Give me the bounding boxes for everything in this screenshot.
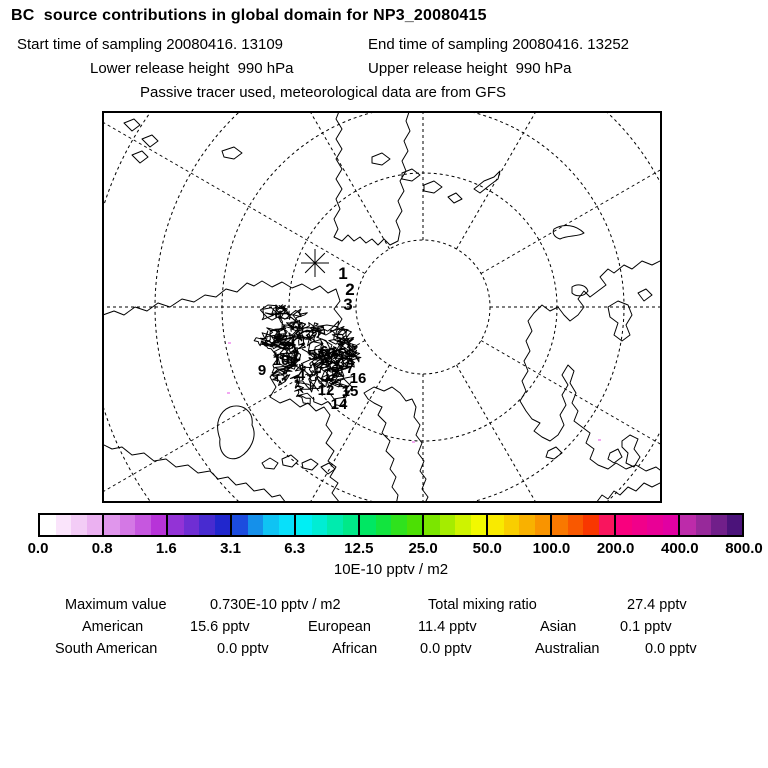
colorbar-tick-label: 12.5 — [344, 540, 374, 557]
colorbar-cell — [488, 515, 504, 535]
colorbar-tick-label: 400.0 — [661, 540, 699, 557]
colorbar-tick-label: 100.0 — [532, 540, 571, 557]
stat-value: 0.1 pptv — [620, 619, 672, 635]
trajectory-day-number: 10 — [272, 352, 290, 369]
coastline-denmark — [546, 447, 562, 459]
colorbar-cell — [727, 515, 743, 535]
colorbar-cell — [279, 515, 297, 535]
stat-value: 0.0 pptv — [217, 641, 269, 657]
colorbar-cell — [440, 515, 456, 535]
coastline-hudson-bay — [218, 406, 254, 459]
stat-value: American — [82, 619, 144, 635]
meridian-line — [481, 341, 662, 504]
colorbar-cell — [104, 515, 120, 535]
colorbar-cell — [663, 515, 681, 535]
colorbar-cell — [40, 515, 56, 535]
colorbar-tick-label: 0.0 — [27, 540, 49, 557]
colorbar — [38, 513, 744, 537]
start-time-label: Start time of sampling 20080416. 13109 — [17, 36, 284, 53]
coastline-british-isles — [608, 435, 640, 467]
colorbar-cell — [120, 515, 136, 535]
stat-value: 0.0 pptv — [645, 641, 697, 657]
trajectory-day-number: 5 — [307, 347, 317, 364]
colorbar-cell — [711, 515, 727, 535]
meridian-line — [193, 111, 390, 249]
meridian-line — [481, 111, 662, 274]
trajectory-day-number: 12 — [317, 382, 335, 399]
stat-value: Total mixing ratio — [428, 597, 537, 613]
colorbar-cell — [647, 515, 663, 535]
colorbar-cell — [296, 515, 312, 535]
trajectory-day-number: 1 — [338, 264, 348, 283]
stat-value: 11.4 pptv — [418, 619, 477, 635]
colorbar-cell — [424, 515, 440, 535]
colorbar-cell — [360, 515, 376, 535]
low-value-dot — [228, 342, 231, 344]
tracer-note-label: Passive tracer used, meteorological data are from GFS — [140, 84, 506, 101]
trajectory-day-number: 14 — [330, 396, 348, 413]
colorbar-cell — [535, 515, 553, 535]
colorbar-cell — [168, 515, 184, 535]
colorbar-cell — [263, 515, 279, 535]
trajectory-day-number: 4 — [296, 367, 306, 384]
latitude-circle — [356, 240, 490, 374]
stat-value: 0.730E-10 pptv / m2 — [210, 597, 341, 613]
meridian-line — [102, 111, 365, 274]
colorbar-cell — [407, 515, 425, 535]
coastline-arctic-ocean-islands — [372, 153, 500, 203]
graticule-grid — [102, 111, 662, 503]
stat-value: Maximum value — [65, 597, 167, 613]
colorbar-cell — [391, 515, 407, 535]
colorbar-cell — [215, 515, 233, 535]
stat-value: European — [308, 619, 371, 635]
colorbar-cell — [87, 515, 105, 535]
colorbar-cell — [568, 515, 584, 535]
colorbar-tick-label: 25.0 — [408, 540, 438, 557]
colorbar-cell — [56, 515, 72, 535]
colorbar-cell — [248, 515, 264, 535]
colorbar-cell — [184, 515, 200, 535]
trajectory-day-number: 9 — [257, 362, 267, 379]
colorbar-cell — [599, 515, 617, 535]
colorbar-tick-label: 6.3 — [284, 540, 306, 557]
trajectory-day-number: 7 — [345, 360, 355, 377]
colorbar-cell — [519, 515, 535, 535]
lower-release-label: Lower release height 990 hPa — [90, 60, 294, 77]
coastline-europe-west — [596, 481, 662, 503]
low-value-dot — [412, 441, 415, 443]
coastline-novaya-zemlya — [553, 226, 584, 239]
colorbar-cell — [471, 515, 489, 535]
low-value-dot — [227, 392, 230, 394]
trajectory-day-number: 16 — [349, 370, 367, 387]
colorbar-cell — [583, 515, 599, 535]
low-value-dot — [598, 439, 601, 441]
colorbar-cell — [455, 515, 471, 535]
receptor-station-marker — [301, 249, 329, 277]
colorbar-unit-label: 10E-10 pptv / m2 — [333, 561, 449, 578]
coastline-iceland — [572, 285, 588, 296]
stat-value: Asian — [540, 619, 577, 635]
polar-map — [102, 111, 662, 503]
colorbar-tick-label: 0.8 — [91, 540, 113, 557]
coastline-greenland — [364, 387, 428, 503]
colorbar-cell — [504, 515, 520, 535]
stat-value: African — [332, 641, 378, 657]
colorbar-cell — [376, 515, 392, 535]
colorbar-cell — [71, 515, 87, 535]
stat-value: 15.6 pptv — [190, 619, 250, 635]
coastline-pacific — [102, 443, 286, 503]
colorbar-cell — [343, 515, 361, 535]
colorbar-cell — [312, 515, 328, 535]
upper-release-label: Upper release height 990 hPa — [368, 60, 572, 77]
trajectory-day-number: 15 — [341, 383, 359, 400]
trajectory-day-number: 2 — [345, 280, 355, 299]
colorbar-cell — [552, 515, 568, 535]
colorbar-cell — [199, 515, 215, 535]
colorbar-cell — [135, 515, 151, 535]
plot-title: BC source contributions in global domain for NP3_20080415 — [11, 7, 487, 24]
end-time-label: End time of sampling 20080416. 13252 — [368, 36, 630, 53]
colorbar-cell — [327, 515, 343, 535]
colorbar-tick-label: 3.1 — [220, 540, 241, 557]
colorbar-tick-label: 800.0 — [725, 540, 763, 557]
meridian-line — [457, 365, 654, 503]
trajectory-day-number: 7 — [290, 348, 300, 365]
trajectory-day-number: 6 — [319, 343, 329, 360]
colorbar-tick-label: 50.0 — [472, 540, 502, 557]
stat-value: Australian — [535, 641, 600, 657]
coastline-siberia — [334, 111, 410, 245]
colorbar-tick-label: 200.0 — [596, 540, 635, 557]
colorbar-tick-label: 1.6 — [155, 540, 177, 557]
coastline-inland-seas — [608, 289, 652, 341]
colorbar-cell — [680, 515, 696, 535]
latitude-circle — [155, 111, 662, 503]
trajectory-day-number: 3 — [343, 295, 353, 314]
colorbar-cell — [151, 515, 169, 535]
stat-value: 0.0 pptv — [420, 641, 472, 657]
stat-value: 27.4 pptv — [627, 597, 687, 613]
colorbar-cell — [696, 515, 712, 535]
colorbar-cell — [616, 515, 632, 535]
colorbar-cell — [632, 515, 648, 535]
colorbar-cell — [232, 515, 248, 535]
stat-value: South American — [55, 641, 158, 657]
